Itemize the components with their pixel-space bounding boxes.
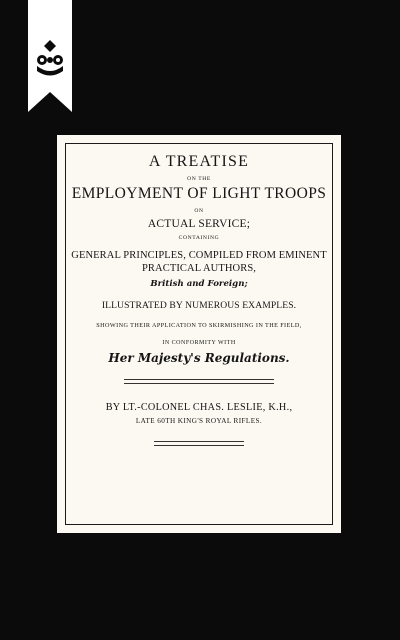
title-line-actual-service: ACTUAL SERVICE;: [147, 218, 251, 230]
title-line-conformity: IN CONFORMITY WITH: [162, 340, 236, 346]
title-line-on-the: ON THE: [187, 176, 211, 182]
author-line: BY LT.-COLONEL CHAS. LESLIE, K.H.,: [105, 402, 293, 413]
title-line-on: ON: [194, 208, 204, 214]
title-line-british-foreign: British and Foreign;: [150, 279, 248, 289]
author-subtitle: LATE 60TH KING'S ROYAL RIFLES.: [135, 417, 263, 425]
title-page-text: [67, 149, 331, 446]
divider-rule-secondary: [124, 383, 274, 384]
title-line-showing: SHOWING THEIR APPLICATION TO SKIRMISHING IN THE FIELD,: [96, 322, 302, 329]
title-line-employment: EMPLOYMENT OF LIGHT TROOPS: [71, 185, 327, 202]
title-line-general-principles: GENERAL PRINCIPLES, COMPILED FROM EMINENT: [71, 250, 327, 261]
title-line-regulations: Her Majesty's Regulations.: [108, 351, 290, 365]
bottom-rule-secondary: [154, 445, 244, 446]
title-line-illustrated: ILLUSTRATED BY NUMEROUS EXAMPLES.: [101, 300, 297, 311]
publisher-emblem-icon: [28, 0, 72, 112]
title-line-practical-authors: PRACTICAL AUTHORS,: [141, 263, 256, 274]
title-page: [57, 135, 341, 533]
divider-rule: [124, 379, 274, 380]
title-line-containing: CONTAINING: [178, 235, 220, 241]
bottom-rule: [154, 441, 244, 442]
title-line-treatise: A TREATISE: [148, 153, 250, 170]
